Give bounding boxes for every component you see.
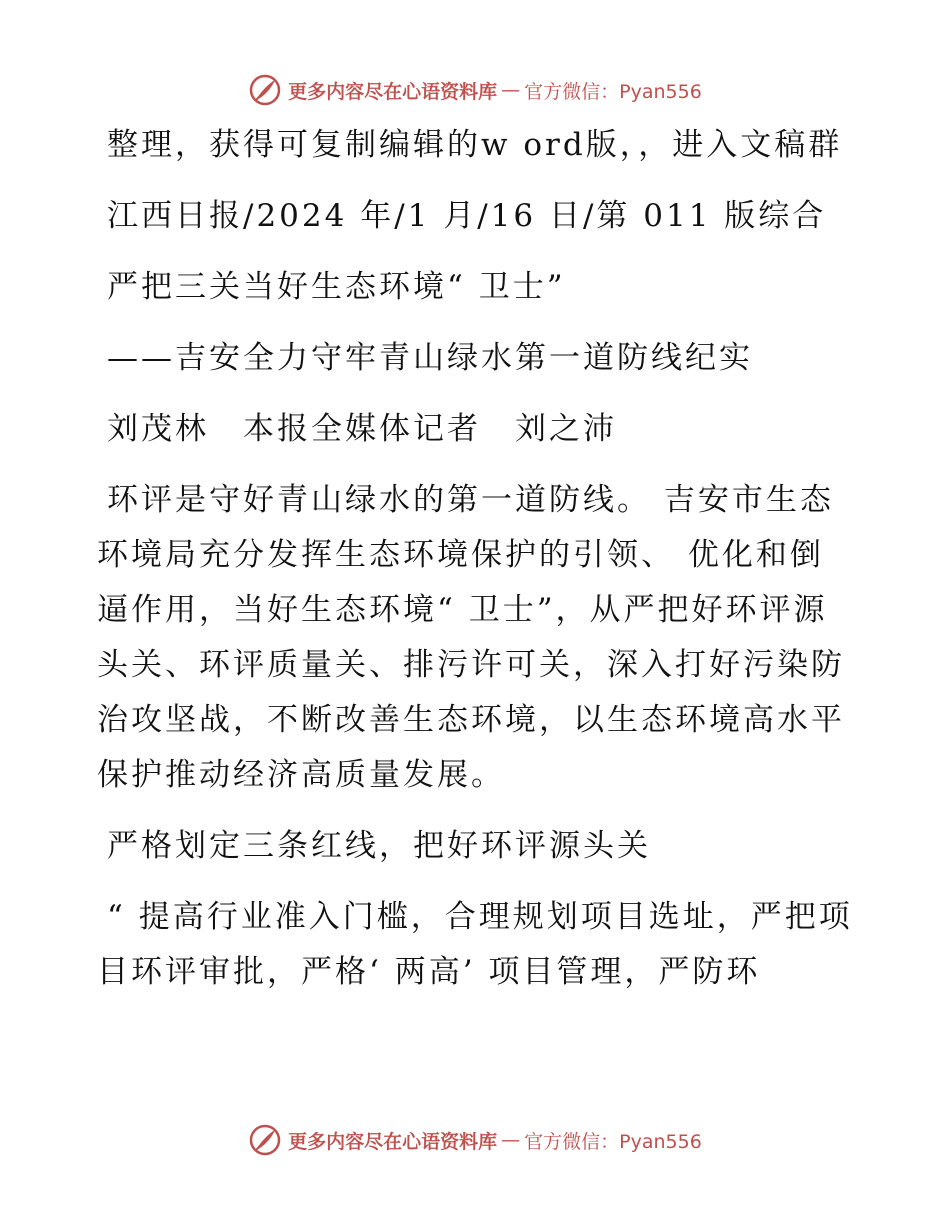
banner-wechat-text: 官方微信：Pyan556 [524, 80, 702, 103]
feather-pen-logo-icon [248, 1123, 282, 1157]
section-heading: 严格划定三条红线，把好环评源头关 [107, 828, 651, 864]
quote-paragraph: “ 提高行业准入门槛，合理规划项目选址，严把项目环评审批，严格‘ 两高’ 项目管理，严防环 [97, 899, 853, 990]
document-body [97, 118, 857, 1016]
lead-paragraph: 环评是守好青山绿水的第一道防线。 吉安市生态环境局充分发挥生态环境保护的引领、 优化和倒逼作用，当好生态环境“ 卫士”，从严把好环评源头关、环评质量关、排污许可关，深入打好污染防治攻坚战，不断改善生态环境，以生态环境高水平保护推动经济高质量发展。 [97, 482, 845, 793]
banner-promo-text: 更多内容尽在心语资料库 [288, 1130, 498, 1153]
footer-watermark-banner [0, 1120, 950, 1160]
byline: 刘茂林 本报全媒体记者 刘之沛 [107, 411, 617, 447]
banner-promo-text: 更多内容尽在心语资料库 [288, 80, 498, 103]
header-watermark-banner [0, 70, 950, 110]
source-line: 江西日报/2024 年/1 月/16 日/第 011 版综合 [107, 198, 827, 234]
banner-wechat-text: 官方微信：Pyan556 [524, 1130, 702, 1153]
banner-separator: — [501, 79, 521, 101]
headline: 严把三关当好生态环境“ 卫士” [107, 269, 566, 305]
feather-pen-logo-icon [248, 73, 282, 107]
intro-paragraph: 整理，获得可复制编辑的w ord版，，进入文稿群 [107, 127, 843, 163]
subheadline: ——吉安全力守牢青山绿水第一道防线纪实 [107, 340, 753, 376]
banner-separator: — [501, 1129, 521, 1151]
